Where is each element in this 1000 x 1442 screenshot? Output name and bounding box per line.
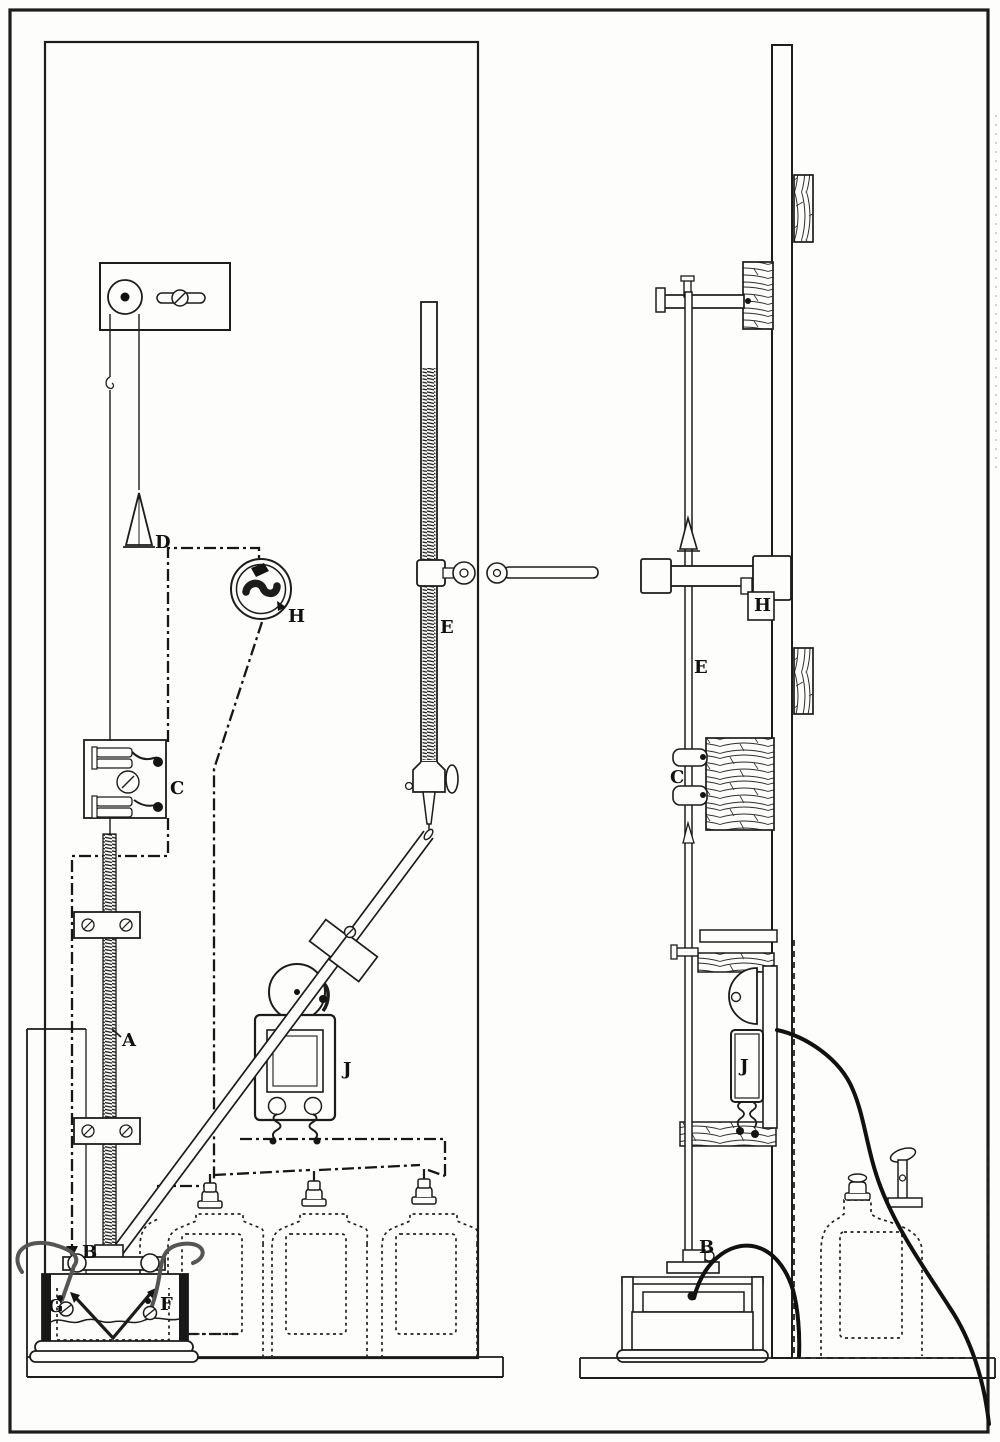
shelf-side — [700, 930, 777, 942]
label-side-c: C — [670, 767, 685, 788]
label-side-e: E — [694, 657, 708, 678]
contact-device-c — [84, 740, 166, 818]
terminal — [269, 1098, 286, 1115]
label-front-h: H — [288, 606, 306, 627]
terminal — [305, 1098, 322, 1115]
backboard-side — [772, 45, 792, 1358]
label-front-j: J — [343, 1059, 352, 1080]
pulley-box — [100, 263, 230, 330]
pulley-axle — [121, 293, 130, 302]
label-front-d: D — [155, 532, 171, 553]
label-front-b: B — [82, 1242, 98, 1263]
label-front-f: F — [160, 1294, 173, 1315]
label-side-j: J — [740, 1056, 749, 1077]
signal-lamp-h — [231, 559, 291, 619]
label-front-g: G — [48, 1296, 64, 1317]
label-front-a: A — [122, 1030, 136, 1051]
rod-side-shaft — [685, 292, 692, 1252]
label-side-b: B — [699, 1237, 715, 1258]
label-front-e: E — [440, 617, 454, 638]
label-front-c: C — [170, 778, 185, 799]
mounting-plate-side — [763, 966, 777, 1128]
pulley-bracket-side — [662, 295, 744, 308]
bottle-cap — [845, 1174, 870, 1200]
label-side-h: H — [754, 595, 772, 616]
